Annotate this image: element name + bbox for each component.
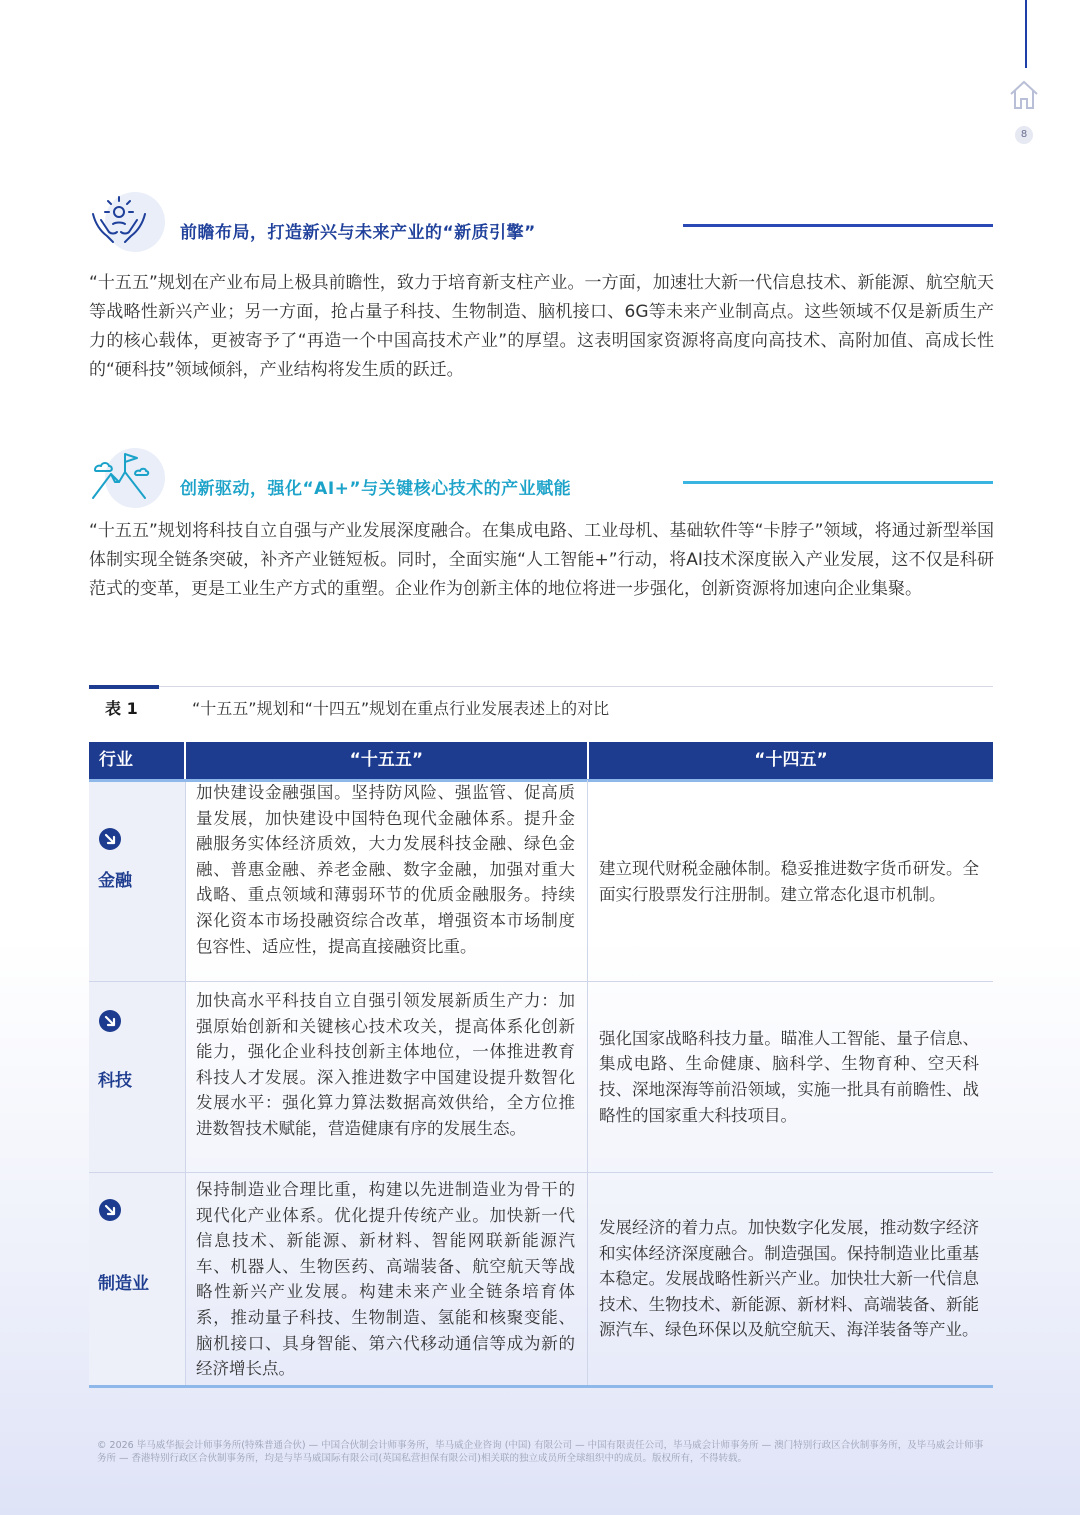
section-1-title: 前瞻布局，打造新兴与未来产业的“新质引擎”	[180, 223, 536, 243]
plan15-text: 保持制造业合理比重，构建以先进制造业为骨干的现代化产业体系。优化提升传统产业。加快新一代信息技术、新能源、新材料、智能网联新能源汽车、机器人、生物医药、高端装备、航空航天等战略性新兴产业发展。构建未来产业全链条培育体系，推动量子科技、生物制造、氢能和核聚变能、脑机接口、具身智能、第六代移动通信等成为新的经济增长点。	[196, 1180, 575, 1379]
arrow-down-right-icon	[99, 1199, 121, 1221]
section-1-icon-wrap	[89, 192, 165, 252]
industry-name: 制造业	[98, 1274, 149, 1294]
industry-name: 金融	[98, 871, 132, 891]
section-1-body: “十五五”规划在产业布局上极具前瞻性，致力于培育新支柱产业。一方面，加速壮大新一代信息技术、新能源、航空航天等战略性新兴产业；另一方面，抢占量子科技、生物制造、脑机接口、6G等未来产业制高点。这些领域不仅是新质生产力的核心载体，更被寄予了“再造一个中国高技术产业”的厚望。这表明国家资源将高度向高技术、高附加值、高成长性的“硬科技”领域倾斜，产业结构将发生质的跃迁。	[89, 273, 994, 380]
footer-copyright: © 2026 毕马威华振会计师事务所(特殊普通合伙) — 中国合伙制会计师事务所，毕马威企业咨询 (中国) 有限公司 — 中国有限责任公司，毕马威会计师事务所 — 澳门特别行政区合伙制事务所，及毕马威会计师事务所 — 香港特别行政区合伙制事务所，均是与毕马威国际有限公司(英国私营担保有限公司)相关联的独立成员所全球组织中的成员。版权所有，不得转载。	[97, 1440, 984, 1464]
plan14-cell	[588, 982, 993, 1172]
plan14-text: 强化国家战略科技力量。瞄准人工智能、量子信息、集成电路、生命健康、脑科学、生物育种、空天科技、深地深海等前沿领域，实施一批具有前瞻性、战略性的国家重大科技项目。	[599, 1028, 979, 1125]
plan14-text: 发展经济的着力点。加快数字化发展，推动数字经济和实体经济深度融合。制造强国。保持制造业比重基本稳定。发展战略性新兴产业。加快壮大新一代信息技术、生物技术、新能源、新材料、高端装备、新能源汽车、绿色环保以及航空航天、海洋装备等产业。	[599, 1218, 979, 1340]
industry-name: 科技	[98, 1071, 132, 1091]
section-2-icon-wrap	[89, 448, 165, 508]
plan14-cell	[588, 782, 993, 981]
table-row	[89, 982, 993, 1173]
section-2-title: 创新驱动，强化“AI+”与关键核心技术的产业赋能	[180, 479, 572, 499]
industry-cell	[89, 1173, 186, 1385]
section-1-rule	[683, 224, 993, 227]
plan15-cell	[186, 1173, 588, 1385]
table-caption: “十五五”规划和“十四五”规划在重点行业发展表述上的对比	[192, 699, 610, 718]
table-label-line	[159, 686, 993, 687]
arrow-down-right-icon	[99, 1010, 121, 1032]
table-label-bar	[89, 685, 159, 689]
top-divider-line	[1025, 0, 1027, 68]
industry-cell	[89, 782, 186, 981]
header-15th-plan: “十五五”	[186, 742, 589, 779]
plan15-text: 加快建设金融强国。坚持防风险、强监管、促高质量发展，加快建设中国特色现代金融体系。提升金融服务实体经济质效，大力发展科技金融、绿色金融、普惠金融、养老金融、数字金融，加强对重大战略、重点领域和薄弱环节的优质金融服务。持续深化资本市场投融资综合改革，增强资本市场制度包容性、适应性，提高直接融资比重。	[196, 783, 575, 956]
header-industry: 行业	[89, 742, 186, 779]
section-2-rule	[683, 481, 993, 484]
plan14-cell	[588, 1173, 993, 1385]
plan15-cell	[186, 780, 588, 981]
table-row	[89, 782, 993, 982]
hands-idea-icon	[89, 192, 153, 252]
mountain-flag-icon	[89, 448, 153, 508]
plan15-cell	[186, 982, 588, 1172]
table-label: 表 1	[105, 699, 138, 718]
table-header-row	[89, 742, 993, 782]
plan14-text: 建立现代财税金融体制。稳妥推进数字货币研发。全面实行股票发行注册制。建立常态化退市机制。	[599, 858, 979, 904]
table-row	[89, 1173, 993, 1388]
home-icon[interactable]	[1007, 78, 1041, 112]
plan15-text: 加快高水平科技自立自强引领发展新质生产力：加强原始创新和关键核心技术攻关，提高体系化创新能力，强化企业科技创新主体地位，一体推进教育科技人才发展。深入推进数字中国建设提升数智化发展水平：强化算力算法数据高效供给，全方位推进数智技术赋能，营造健康有序的发展生态。	[196, 991, 575, 1138]
industry-cell	[89, 982, 186, 1172]
page-number: 8	[1015, 126, 1033, 144]
section-2-body: “十五五”规划将科技自立自强与产业发展深度融合。在集成电路、工业母机、基础软件等“卡脖子”领域，将通过新型举国体制实现全链条突破，补齐产业链短板。同时，全面实施“人工智能+”行动，将AI技术深度嵌入产业发展，这不仅是科研范式的变革，更是工业生产方式的重塑。企业作为创新主体的地位将进一步强化，创新资源将加速向企业集聚。	[89, 521, 994, 599]
comparison-table	[89, 742, 993, 1388]
arrow-down-right-icon	[99, 828, 121, 850]
header-14th-plan: “十四五”	[754, 750, 828, 770]
